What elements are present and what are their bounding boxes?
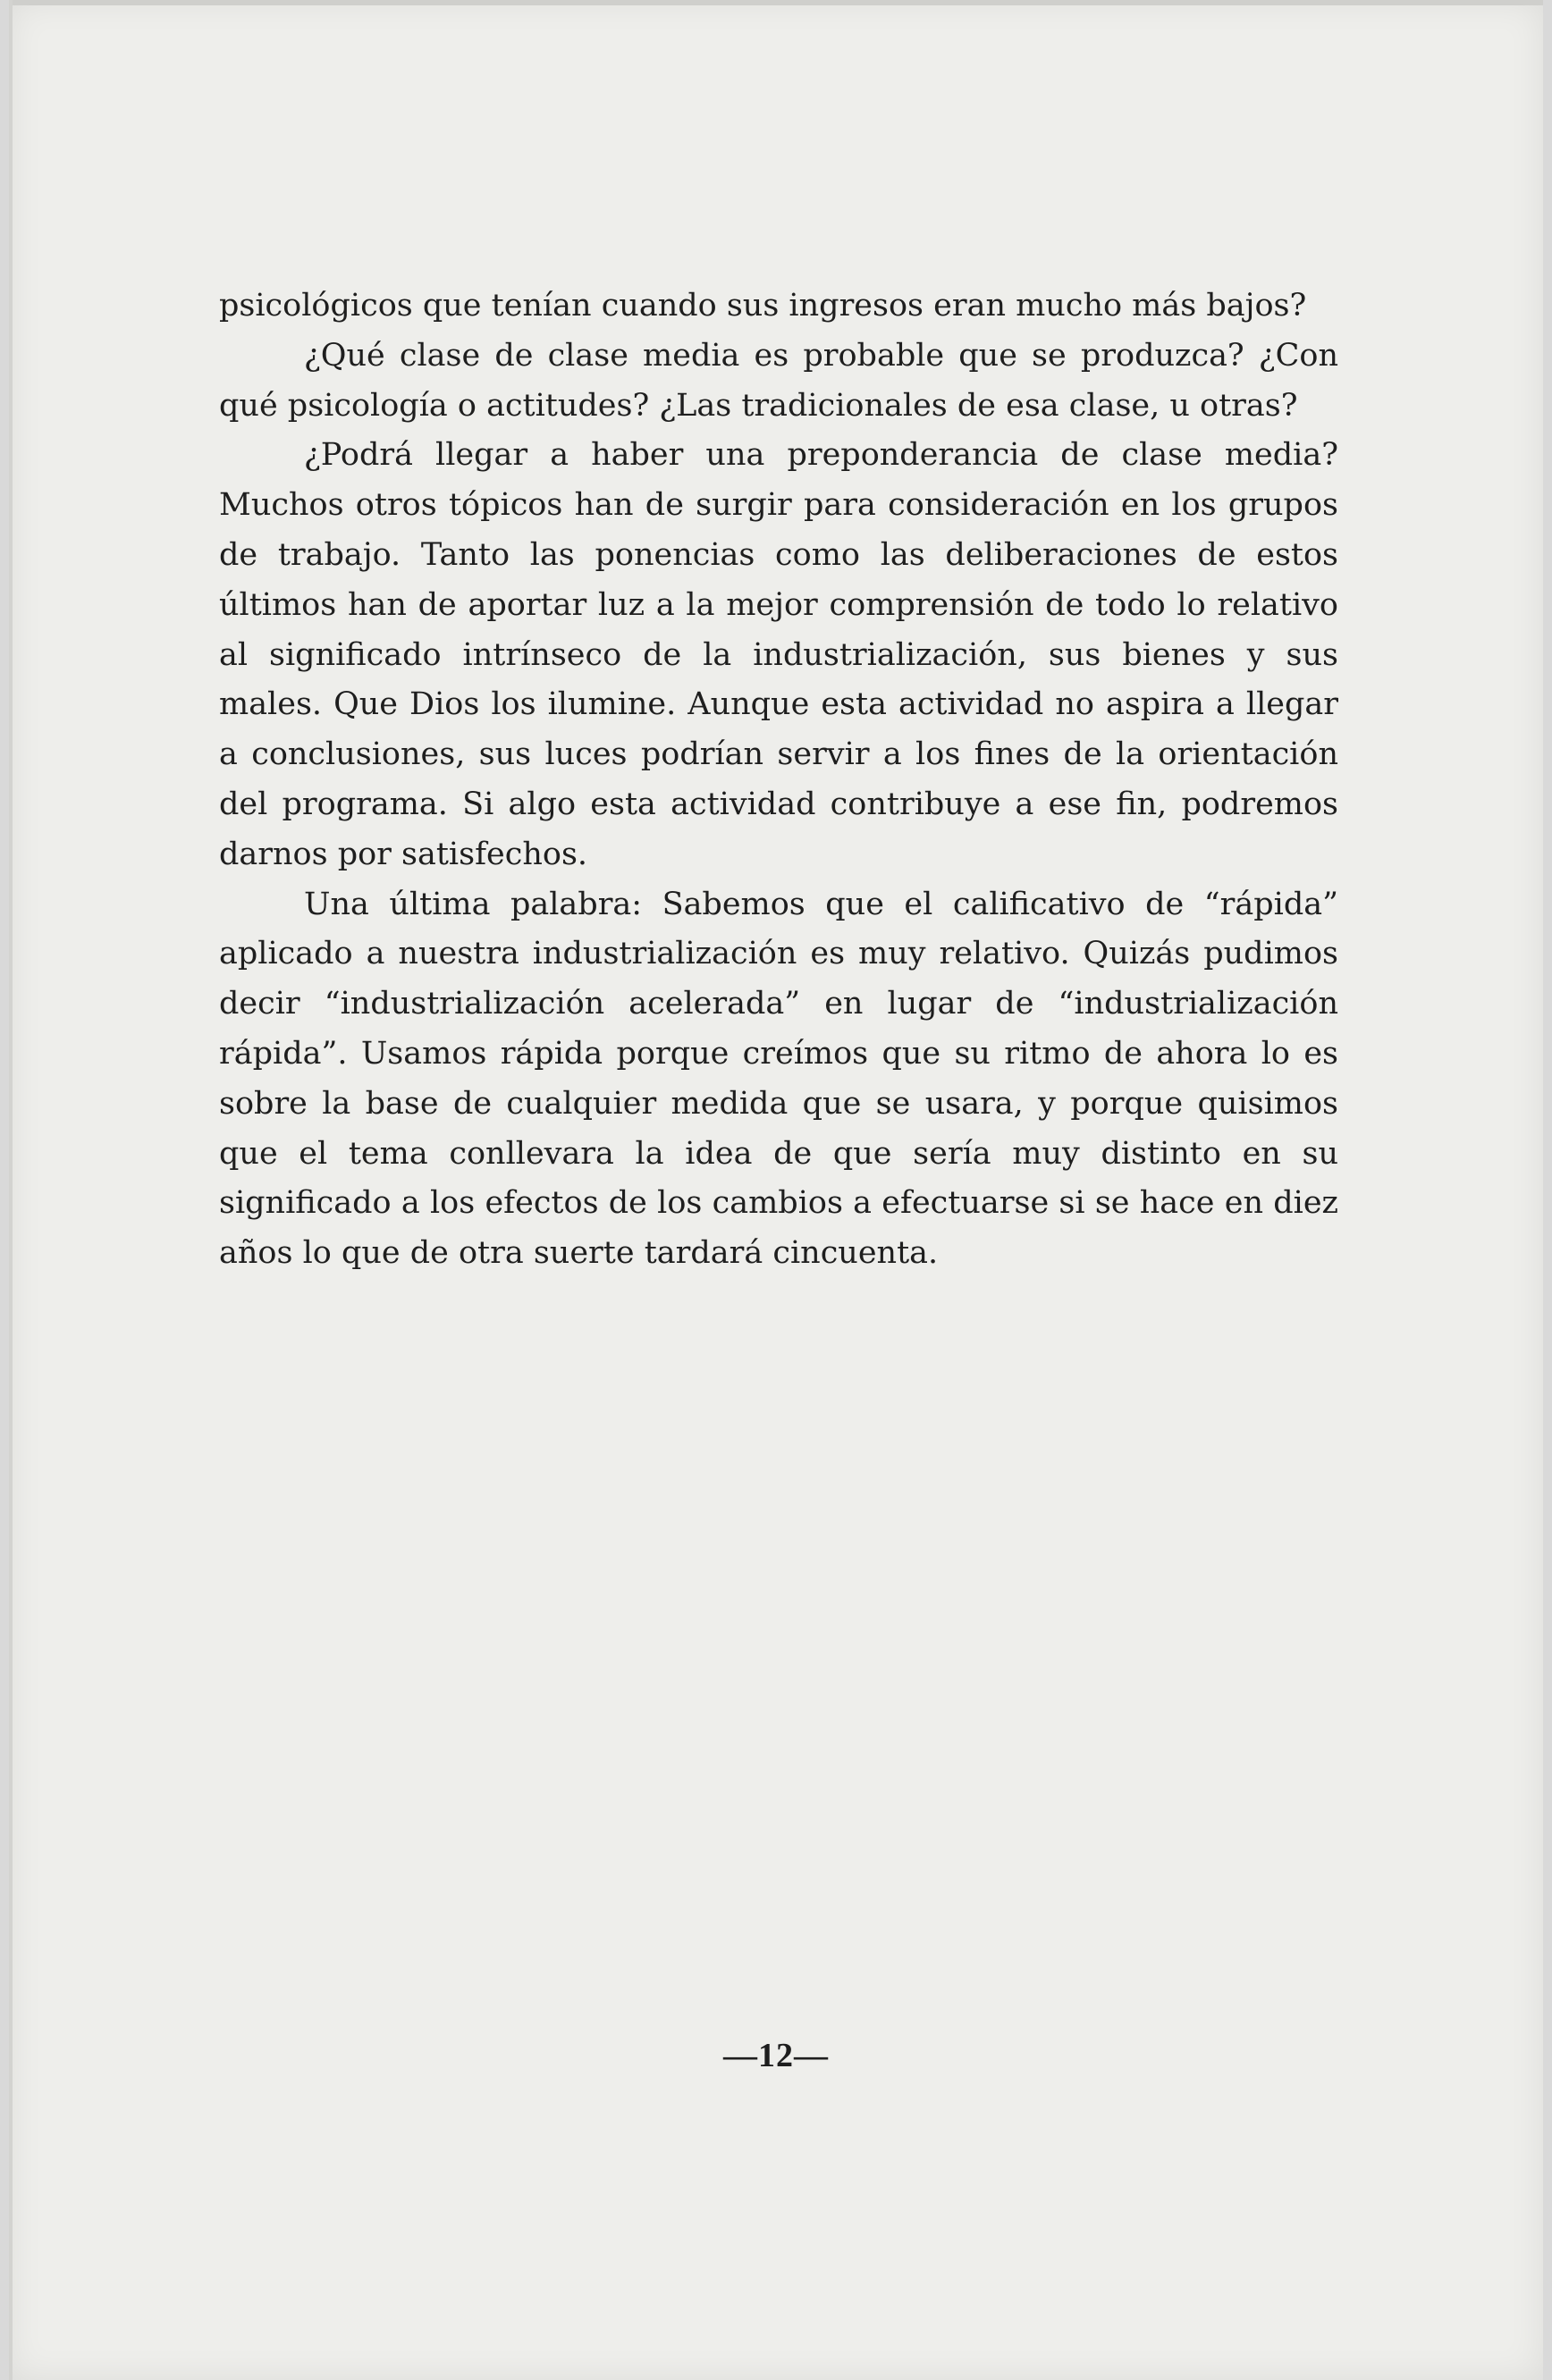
paragraph-preponderancia: ¿Podrá llegar a haber una preponderancia de clase media? Muchos otros tópicos han de surgir para consideración en los grupos de trabajo. Tanto las ponencias como las deliberaciones de estos últimos han de aportar luz a la mejor comprensión de todo lo relativo al significado intrínseco de la industrialización, sus bienes y sus males. Que Dios los ilumine. Aunque esta actividad no aspira a llegar a conclusiones, sus luces podrían servir a los fines de la orientación del programa. Si algo esta actividad contribuye a ese fin, podremos darnos por satisfechos.	[219, 437, 1338, 872]
paragraph-question-clase-media: ¿Qué clase de clase media es probable que se produzca? ¿Con qué psicología o actitudes? ¿Las tradicionales de esa clase, u otras?	[219, 337, 1338, 424]
paragraph-continuation: psicológicos que tenían cuando sus ingresos eran mucho más bajos?	[219, 288, 1307, 324]
page-edge-left	[9, 0, 13, 2380]
page-number: —12—	[723, 2037, 829, 2074]
page-edge-top	[9, 0, 1543, 5]
document-page	[9, 0, 1543, 2380]
body-text	[219, 282, 1338, 1279]
paragraph-ultima-palabra: Una última palabra: Sabemos que el calificativo de “rápida” aplicado a nuestra industrialización es muy relativo. Quizás pudimos decir “industrialización acelerada” en lugar de “industrialización rápida”. Usamos rápida porque creímos que su ritmo de ahora lo es sobre la base de cualquier medida que se usara, y porque quisimos que el tema conllevara la idea de que sería muy distinto en su significado a los efectos de los cambios a efectuarse si se hace en diez años lo que de otra suerte tardará cincuenta.	[219, 886, 1338, 1272]
